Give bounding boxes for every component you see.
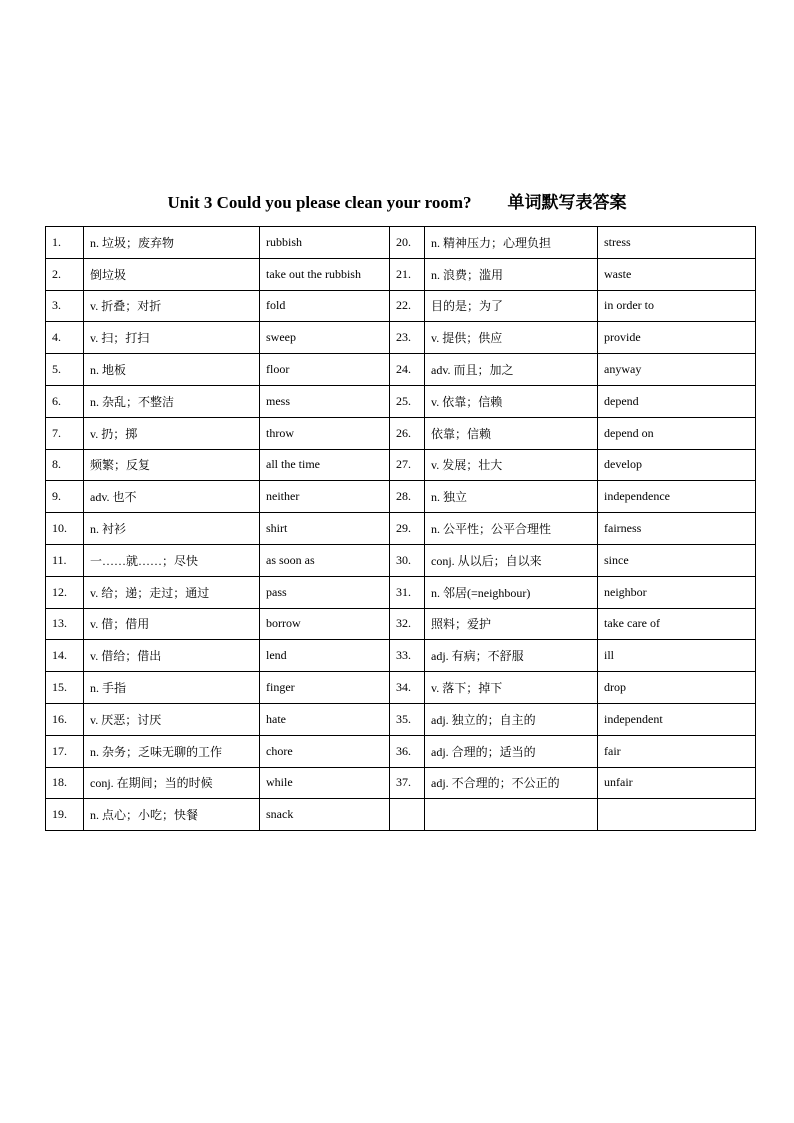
english-word: develop xyxy=(598,449,756,481)
item-number: 32. xyxy=(390,608,425,640)
item-number: 9. xyxy=(46,481,84,513)
vocabulary-table xyxy=(45,226,756,831)
english-word: pass xyxy=(260,576,390,608)
item-number: 11. xyxy=(46,544,84,576)
chinese-meaning: n. 精神压力；心理负担 xyxy=(425,227,598,259)
english-word: stress xyxy=(598,227,756,259)
chinese-meaning: adj. 合理的；适当的 xyxy=(425,735,598,767)
item-number: 21. xyxy=(390,258,425,290)
english-word: in order to xyxy=(598,290,756,322)
chinese-meaning: n. 地板 xyxy=(84,354,260,386)
item-number: 28. xyxy=(390,481,425,513)
item-number: 22. xyxy=(390,290,425,322)
english-word: anyway xyxy=(598,354,756,386)
item-number: 12. xyxy=(46,576,84,608)
english-word: floor xyxy=(260,354,390,386)
item-number: 14. xyxy=(46,640,84,672)
chinese-meaning: v. 提供；供应 xyxy=(425,322,598,354)
item-number: 3. xyxy=(46,290,84,322)
english-word: independent xyxy=(598,703,756,735)
chinese-meaning: adj. 有病；不舒服 xyxy=(425,640,598,672)
english-word: borrow xyxy=(260,608,390,640)
chinese-meaning: n. 衬衫 xyxy=(84,513,260,545)
table-row xyxy=(46,608,756,640)
item-number: 36. xyxy=(390,735,425,767)
chinese-meaning: n. 邻居(=neighbour) xyxy=(425,576,598,608)
item-number: 30. xyxy=(390,544,425,576)
chinese-meaning: n. 手指 xyxy=(84,672,260,704)
item-number: 10. xyxy=(46,513,84,545)
chinese-meaning: 目的是；为了 xyxy=(425,290,598,322)
english-word: sweep xyxy=(260,322,390,354)
english-word: all the time xyxy=(260,449,390,481)
item-number: 17. xyxy=(46,735,84,767)
table-row xyxy=(46,672,756,704)
english-word: fold xyxy=(260,290,390,322)
english-word: while xyxy=(260,767,390,799)
table-row xyxy=(46,322,756,354)
item-number: 25. xyxy=(390,385,425,417)
item-number: 18. xyxy=(46,767,84,799)
table-row xyxy=(46,481,756,513)
chinese-meaning: conj. 在期间；当的时候 xyxy=(84,767,260,799)
english-word: unfair xyxy=(598,767,756,799)
item-number: 16. xyxy=(46,703,84,735)
english-word: lend xyxy=(260,640,390,672)
english-word: take out the rubbish xyxy=(260,258,390,290)
table-row xyxy=(46,799,756,831)
table-row xyxy=(46,258,756,290)
chinese-meaning xyxy=(425,799,598,831)
english-word: mess xyxy=(260,385,390,417)
chinese-meaning: adv. 而且；加之 xyxy=(425,354,598,386)
item-number: 33. xyxy=(390,640,425,672)
table-row xyxy=(46,354,756,386)
chinese-meaning: v. 借给；借出 xyxy=(84,640,260,672)
table-row xyxy=(46,703,756,735)
english-word: waste xyxy=(598,258,756,290)
item-number: 6. xyxy=(46,385,84,417)
item-number: 26. xyxy=(390,417,425,449)
item-number: 19. xyxy=(46,799,84,831)
table-row xyxy=(46,449,756,481)
english-word: fairness xyxy=(598,513,756,545)
english-word: finger xyxy=(260,672,390,704)
chinese-meaning: 频繁；反复 xyxy=(84,449,260,481)
english-word: since xyxy=(598,544,756,576)
english-word: fair xyxy=(598,735,756,767)
chinese-meaning: v. 发展；壮大 xyxy=(425,449,598,481)
chinese-meaning: adv. 也不 xyxy=(84,481,260,513)
chinese-meaning: v. 扔；掷 xyxy=(84,417,260,449)
english-word: neighbor xyxy=(598,576,756,608)
english-word: independence xyxy=(598,481,756,513)
chinese-meaning: v. 依靠；信赖 xyxy=(425,385,598,417)
table-row xyxy=(46,417,756,449)
english-word: provide xyxy=(598,322,756,354)
english-word: ill xyxy=(598,640,756,672)
english-word: snack xyxy=(260,799,390,831)
english-word: depend xyxy=(598,385,756,417)
chinese-meaning: v. 折叠；对折 xyxy=(84,290,260,322)
table-row xyxy=(46,227,756,259)
chinese-meaning: n. 杂务；乏味无聊的工作 xyxy=(84,735,260,767)
chinese-meaning: n. 垃圾；废弃物 xyxy=(84,227,260,259)
chinese-meaning: 倒垃圾 xyxy=(84,258,260,290)
english-word: chore xyxy=(260,735,390,767)
title-english: Unit 3 Could you please clean your room? xyxy=(167,193,472,212)
item-number: 27. xyxy=(390,449,425,481)
item-number: 15. xyxy=(46,672,84,704)
item-number: 31. xyxy=(390,576,425,608)
chinese-meaning: v. 扫；打扫 xyxy=(84,322,260,354)
item-number: 34. xyxy=(390,672,425,704)
english-word: neither xyxy=(260,481,390,513)
item-number: 5. xyxy=(46,354,84,386)
english-word: drop xyxy=(598,672,756,704)
chinese-meaning: 依靠；信赖 xyxy=(425,417,598,449)
item-number: 8. xyxy=(46,449,84,481)
table-row xyxy=(46,290,756,322)
chinese-meaning: n. 公平性；公平合理性 xyxy=(425,513,598,545)
english-word: throw xyxy=(260,417,390,449)
item-number: 13. xyxy=(46,608,84,640)
item-number: 23. xyxy=(390,322,425,354)
page-title xyxy=(0,188,794,213)
chinese-meaning: n. 杂乱；不整洁 xyxy=(84,385,260,417)
item-number: 29. xyxy=(390,513,425,545)
item-number: 7. xyxy=(46,417,84,449)
item-number: 4. xyxy=(46,322,84,354)
chinese-meaning: v. 给；递；走过；通过 xyxy=(84,576,260,608)
chinese-meaning: 一……就……；尽快 xyxy=(84,544,260,576)
chinese-meaning: n. 点心；小吃；快餐 xyxy=(84,799,260,831)
chinese-meaning: conj. 从以后；自以来 xyxy=(425,544,598,576)
item-number: 1. xyxy=(46,227,84,259)
table-row xyxy=(46,767,756,799)
item-number: 24. xyxy=(390,354,425,386)
english-word: as soon as xyxy=(260,544,390,576)
chinese-meaning: v. 借；借用 xyxy=(84,608,260,640)
table-row xyxy=(46,544,756,576)
table-row xyxy=(46,513,756,545)
chinese-meaning: n. 独立 xyxy=(425,481,598,513)
table-row xyxy=(46,576,756,608)
chinese-meaning: adj. 独立的；自主的 xyxy=(425,703,598,735)
table-row xyxy=(46,385,756,417)
english-word xyxy=(598,799,756,831)
chinese-meaning: v. 落下；掉下 xyxy=(425,672,598,704)
table-row xyxy=(46,640,756,672)
item-number xyxy=(390,799,425,831)
vocabulary-table-body xyxy=(46,227,756,831)
item-number: 37. xyxy=(390,767,425,799)
english-word: depend on xyxy=(598,417,756,449)
english-word: hate xyxy=(260,703,390,735)
chinese-meaning: 照料；爱护 xyxy=(425,608,598,640)
item-number: 2. xyxy=(46,258,84,290)
english-word: shirt xyxy=(260,513,390,545)
chinese-meaning: v. 厌恶；讨厌 xyxy=(84,703,260,735)
table-row xyxy=(46,735,756,767)
title-chinese: 单词默写表答案 xyxy=(507,193,627,213)
chinese-meaning: n. 浪费；滥用 xyxy=(425,258,598,290)
english-word: take care of xyxy=(598,608,756,640)
item-number: 20. xyxy=(390,227,425,259)
english-word: rubbish xyxy=(260,227,390,259)
item-number: 35. xyxy=(390,703,425,735)
chinese-meaning: adj. 不合理的；不公正的 xyxy=(425,767,598,799)
